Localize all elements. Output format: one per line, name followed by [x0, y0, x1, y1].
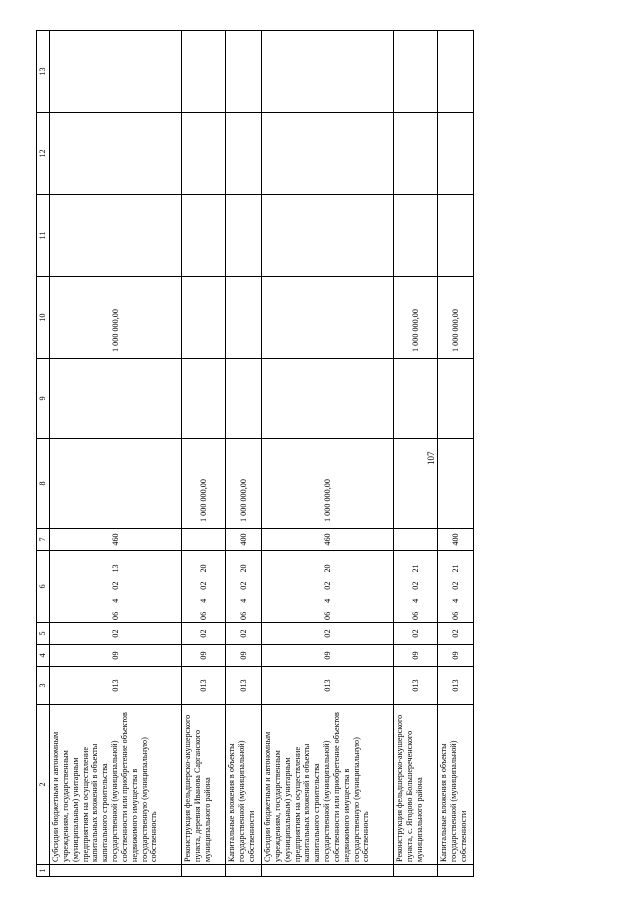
- amount-col-8: [438, 439, 474, 529]
- code-section: 09: [50, 645, 182, 667]
- header-cell-10: 10: [37, 277, 50, 359]
- amount-col-13: [262, 31, 394, 113]
- code-section: 09: [438, 645, 474, 667]
- amount-col-11: [50, 195, 182, 277]
- amount-col-11: [438, 195, 474, 277]
- code-target: 0640221: [394, 551, 438, 623]
- amount-col-9: [182, 359, 226, 439]
- header-cell-12: 12: [37, 113, 50, 195]
- amount-col-9: [50, 359, 182, 439]
- header-cell-8: 8: [37, 439, 50, 529]
- code-subsection: 02: [438, 623, 474, 645]
- amount-col-12: [50, 113, 182, 195]
- code-target: 0640213: [50, 551, 182, 623]
- table-row: [438, 31, 474, 877]
- header-row: [37, 31, 50, 877]
- header-cell-1: 1: [37, 865, 50, 877]
- page-number: 107: [426, 451, 436, 465]
- row-index-cell: [438, 865, 474, 877]
- row-name: Субсидии бюджетным и автономным учреждениям, государственным (муниципальным) унитарным предприятиям на осуществление капитальных вложений в объекты капитального строительства государственной (муниципальной) собственности или приобретение объектов недвижимого имущества в государственную (муниципальную) собственность: [262, 705, 394, 865]
- table-row: [182, 31, 226, 877]
- code-section: 09: [226, 645, 262, 667]
- table-row: [226, 31, 262, 877]
- header-cell-11: 11: [37, 195, 50, 277]
- code-subsection: 02: [394, 623, 438, 645]
- row-index-cell: [50, 865, 182, 877]
- code-section: 09: [182, 645, 226, 667]
- amount-col-10: 1 000 000,00: [394, 277, 438, 359]
- header-cell-4: 4: [37, 645, 50, 667]
- code-expense-type: 460: [50, 529, 182, 551]
- header-cell-7: 7: [37, 529, 50, 551]
- row-index-cell: [226, 865, 262, 877]
- amount-col-13: [182, 31, 226, 113]
- amount-col-8: 1 000 000,00: [226, 439, 262, 529]
- amount-col-13: [394, 31, 438, 113]
- amount-col-11: [226, 195, 262, 277]
- code-ministry: 013: [262, 667, 394, 705]
- row-name: Капитальные вложения в объекты государственной (муниципальной) собственности: [438, 705, 474, 865]
- amount-col-10: [262, 277, 394, 359]
- row-name: Субсидии бюджетным и автономным учреждениям, государственным (муниципальным) унитарным предприятиям на осуществление капитальных вложений в объекты капитального строительства государственной (муниципальной) собственности или приобретение объектов недвижимого имущества в государственную (муниципальную) собственность: [50, 705, 182, 865]
- amount-col-9: [262, 359, 394, 439]
- amount-col-8: [394, 439, 438, 529]
- amount-col-8: 1 000 000,00: [262, 439, 394, 529]
- row-index-cell: [262, 865, 394, 877]
- code-ministry: 013: [50, 667, 182, 705]
- amount-col-10: 1 000 000,00: [50, 277, 182, 359]
- code-expense-type: 400: [438, 529, 474, 551]
- amount-col-10: [226, 277, 262, 359]
- code-subsection: 02: [182, 623, 226, 645]
- header-cell-9: 9: [37, 359, 50, 439]
- header-cell-13: 13: [37, 31, 50, 113]
- amount-col-12: [182, 113, 226, 195]
- row-name: Реконструкция фельдшерско-акушерского пункта, деревня Иванова Сарганского муниципального района: [182, 705, 226, 865]
- code-subsection: 02: [226, 623, 262, 645]
- amount-col-11: [182, 195, 226, 277]
- code-ministry: 013: [438, 667, 474, 705]
- code-ministry: 013: [394, 667, 438, 705]
- table-row: [394, 31, 438, 877]
- code-section: 09: [262, 645, 394, 667]
- amount-col-11: [262, 195, 394, 277]
- row-name: Капитальные вложения в объекты государственной (муниципальной) собственности: [226, 705, 262, 865]
- code-target: 0640220: [182, 551, 226, 623]
- header-cell-5: 5: [37, 623, 50, 645]
- amount-col-8: [50, 439, 182, 529]
- amount-col-13: [438, 31, 474, 113]
- table-row: [50, 31, 182, 877]
- row-index-cell: [394, 865, 438, 877]
- code-subsection: 02: [262, 623, 394, 645]
- amount-col-10: 1 000 000,00: [438, 277, 474, 359]
- amount-col-13: [226, 31, 262, 113]
- row-index-cell: [182, 865, 226, 877]
- header-cell-6: 6: [37, 551, 50, 623]
- amount-col-8: 1 000 000,00: [182, 439, 226, 529]
- amount-col-12: [394, 113, 438, 195]
- code-section: 09: [394, 645, 438, 667]
- code-expense-type: 460: [262, 529, 394, 551]
- amount-col-12: [226, 113, 262, 195]
- code-target: 0640220: [226, 551, 262, 623]
- code-expense-type: 400: [226, 529, 262, 551]
- amount-col-12: [262, 113, 394, 195]
- amount-col-12: [438, 113, 474, 195]
- code-subsection: 02: [50, 623, 182, 645]
- budget-table: [36, 30, 474, 877]
- amount-col-9: [394, 359, 438, 439]
- header-cell-3: 3: [37, 667, 50, 705]
- code-ministry: 013: [226, 667, 262, 705]
- code-target: 0640221: [438, 551, 474, 623]
- table-row: [262, 31, 394, 877]
- amount-col-9: [438, 359, 474, 439]
- amount-col-10: [182, 277, 226, 359]
- amount-col-13: [50, 31, 182, 113]
- amount-col-11: [394, 195, 438, 277]
- code-ministry: 013: [182, 667, 226, 705]
- code-target: 0640220: [262, 551, 394, 623]
- code-expense-type: [394, 529, 438, 551]
- row-name: Реконструкция фельдшерско-акушерского пункта, с. Ягодово Большереченского муниципального района: [394, 705, 438, 865]
- amount-col-9: [226, 359, 262, 439]
- header-cell-2: 2: [37, 705, 50, 865]
- code-expense-type: [182, 529, 226, 551]
